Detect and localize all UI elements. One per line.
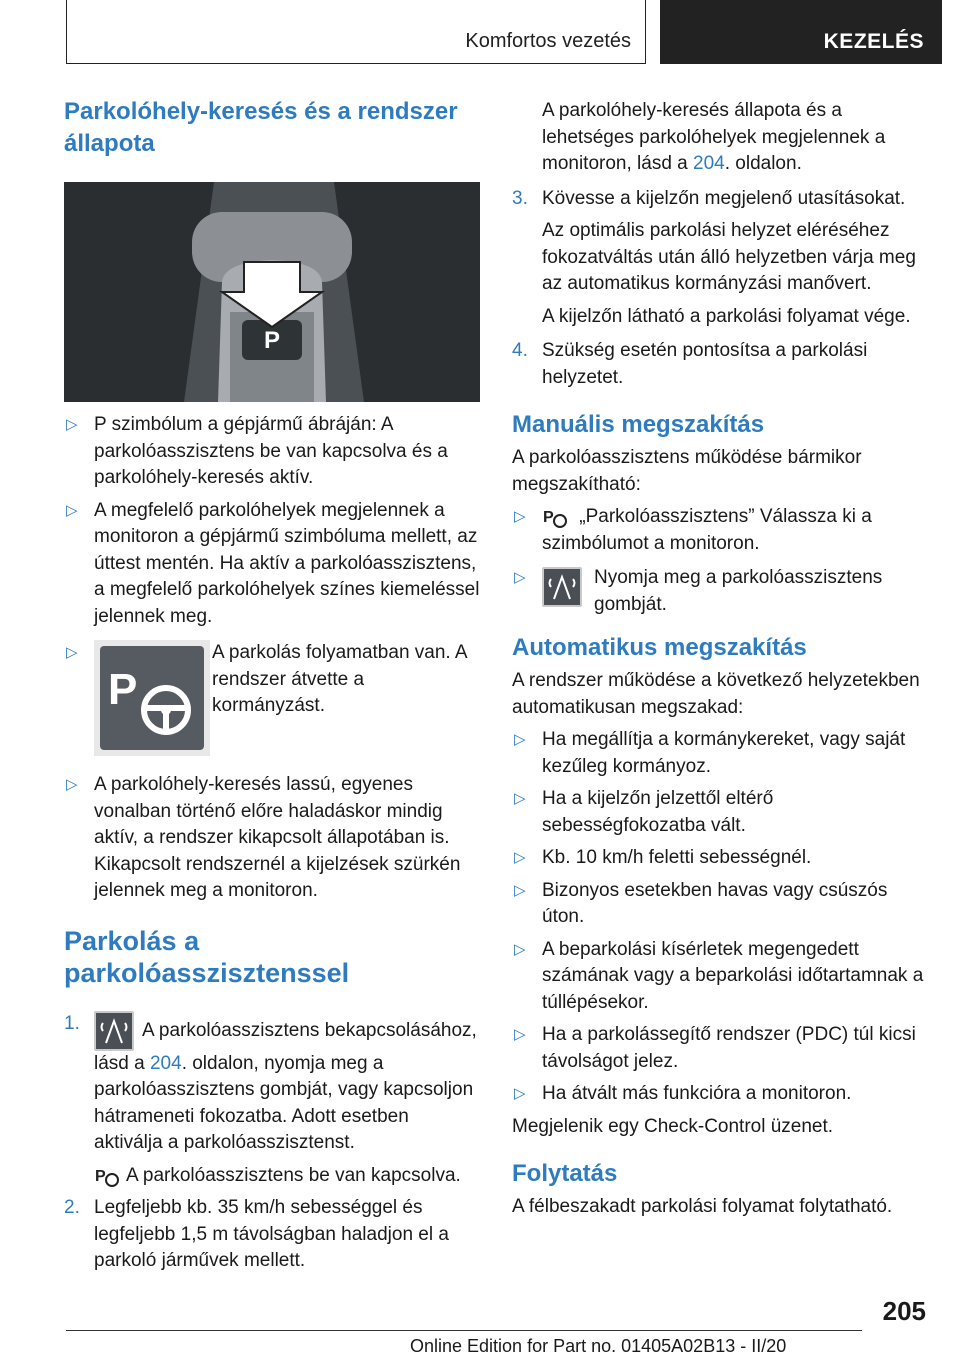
status-bullet-1: ▷ P szimbólum a gépjármű ábráján: A parkolóasszisztens be van kapcsolva és a parkolóhely-keresés aktív. bbox=[66, 414, 448, 488]
left-column bbox=[64, 96, 482, 1275]
page-number: 205 bbox=[882, 1296, 926, 1326]
svg-text:P: P bbox=[108, 665, 138, 714]
auto-bullet-5: ▷ A beparkolási kísérletek megengedett számának vagy a beparkolási időtartamnak a túllépésekor. bbox=[514, 938, 924, 1013]
section-title-parking: Parkolás a parkolóasszisztenssel bbox=[64, 925, 350, 988]
parking-assistant-symbol-icon bbox=[542, 504, 568, 530]
auto-bullet-2: ▷ Ha a kijelzőn jelzettől eltérő sebességfokozatba vált. bbox=[514, 788, 774, 836]
header-section-box bbox=[66, 0, 646, 64]
step-1-note: P A parkolóasszisztens be van kapcsolva. bbox=[64, 1163, 482, 1190]
continue-text: A félbeszakadt parkolási folyamat folytatható. bbox=[512, 1196, 893, 1218]
step-1: 1. A parkolóasszisztens bekapcsolásához, lásd a 204. oldalon, nyomja meg a parkolóasszisztens gombját, vagy kapcsoljon hátrameneti fokozatba. Adott esetben aktiválja a parkolóasszisztenst. bbox=[64, 1012, 477, 1153]
parking-assistant-symbol-icon bbox=[94, 1163, 120, 1189]
header-section-title: Komfortos vezetés bbox=[465, 30, 631, 52]
header-chapter-box bbox=[660, 0, 942, 64]
auto-intro: A rendszer működése a következő helyzetekben automatikusan megszakad: bbox=[512, 670, 920, 718]
bullet-triangle-icon: ▷ bbox=[514, 849, 526, 867]
step-2: 2. Legfeljebb kb. 35 km/h sebességgel és legfeljebb 1,5 m távolságban haladjon el a parkoló járművek mellett. bbox=[64, 1197, 449, 1272]
page-ref-link[interactable]: 204 bbox=[693, 153, 725, 174]
auto-bullet-3: ▷ Kb. 10 km/h feletti sebességnél. bbox=[512, 845, 928, 872]
parking-display-photo bbox=[64, 182, 480, 402]
bullet-triangle-icon: ▷ bbox=[514, 881, 526, 899]
footer-divider bbox=[66, 1330, 862, 1331]
status-bullet-4: ▷ A parkolóhely-keresés lassú, egyenes vonalban történő előre haladáskor mindig aktív, a rendszer kikapcsolt állapotában is. Kikapcsolt rendszernél a kijelzések szürkén jelennek meg a monitoron. bbox=[66, 774, 461, 901]
auto-bullet-6: ▷ Ha a parkolássegítő rendszer (PDC) túl kicsi távolságot jelez. bbox=[514, 1024, 916, 1072]
bullet-triangle-icon: ▷ bbox=[66, 416, 78, 433]
bullet-triangle-icon: ▷ bbox=[514, 508, 526, 525]
bullet-triangle-icon: ▷ bbox=[514, 569, 526, 587]
bullet-triangle-icon: ▷ bbox=[514, 731, 526, 749]
auto-bullet-1: ▷ Ha megállítja a kormánykereket, vagy saját kezűleg kormányoz. bbox=[514, 729, 906, 777]
manual-bullet-2: ▷ Nyomja meg a parkolóasszisztens gombját. bbox=[514, 567, 883, 615]
svg-text:P: P bbox=[543, 509, 554, 526]
bullet-triangle-icon: ▷ bbox=[514, 1026, 526, 1044]
step-3-paragraph-1: Az optimális parkolási helyzet eléréséhez fokozatváltás után álló helyzetben várja meg az automatikus kormányzási manővert. bbox=[542, 220, 916, 294]
manual-bullet-1: ▷ P „Parkolóasszisztens” Válassza ki a szimbólumot a monitoron. bbox=[512, 504, 928, 557]
parking-display-illustration bbox=[64, 182, 480, 402]
check-control-message: Megjelenik egy Check-Control üzenet. bbox=[512, 1115, 834, 1137]
section-title-status: Parkolóhely-keresés és a rendszer állapota bbox=[64, 98, 458, 157]
bullet-triangle-icon: ▷ bbox=[514, 1085, 526, 1103]
section-title-auto-stop: Automatikus megszakítás bbox=[512, 634, 807, 662]
status-bullet-3: ▷ P A parkolás folyamatban van. A rendszer átvette a kormányzást. bbox=[64, 640, 482, 760]
parking-steering-icon bbox=[94, 640, 210, 756]
status-bullet-2: ▷ A megfelelő parkolóhelyek megjelennek a monitoron a gépjármű szimbóluma mellett, az úttest mentén. Ha aktív a parkolóasszisztens, a megfelelő parkolóhelyek színes kiemeléssel jelennek meg. bbox=[66, 499, 480, 627]
svg-text:P: P bbox=[95, 1167, 106, 1185]
page-ref-link[interactable]: 204 bbox=[149, 1052, 182, 1074]
step-3-paragraph-2: A kijelzőn látható a parkolási folyamat vége. bbox=[542, 305, 911, 327]
step-2-continued: A parkolóhely-keresés állapota és a lehetséges parkolóhelyek megjelennek a monitoron, lásd a 204. oldalon. bbox=[542, 100, 886, 174]
auto-bullet-4: ▷ Bizonyos esetekben havas vagy csúszós úton. bbox=[514, 879, 888, 928]
right-column bbox=[512, 98, 928, 1221]
header-chapter-title: KEZELÉS bbox=[823, 30, 924, 53]
parking-assistant-button-icon bbox=[94, 1011, 134, 1051]
manual-intro: A parkolóasszisztens működése bármikor megszakítható: bbox=[512, 447, 862, 495]
bullet-triangle-icon: ▷ bbox=[514, 790, 526, 808]
section-title-continue: Folytatás bbox=[512, 1160, 618, 1188]
bullet-triangle-icon: ▷ bbox=[514, 940, 526, 958]
parking-assistant-button-icon bbox=[542, 567, 582, 607]
bullet-triangle-icon: ▷ bbox=[66, 776, 78, 793]
step-3: 3. Kövesse a kijelzőn megjelenő utasításokat. bbox=[512, 187, 906, 209]
svg-text:P: P bbox=[263, 327, 281, 354]
section-title-manual-stop: Manuális megszakítás bbox=[512, 411, 765, 438]
bullet-triangle-icon: ▷ bbox=[66, 644, 78, 661]
bullet-triangle-icon: ▷ bbox=[66, 501, 78, 519]
step-4: 4. Szükség esetén pontosítsa a parkolási helyzetet. bbox=[512, 340, 868, 388]
footer-edition: Online Edition for Part no. 01405A02B13 - II/20 bbox=[410, 1336, 787, 1356]
auto-bullet-7: ▷ Ha átvált más funkcióra a monitoron. bbox=[512, 1081, 928, 1108]
